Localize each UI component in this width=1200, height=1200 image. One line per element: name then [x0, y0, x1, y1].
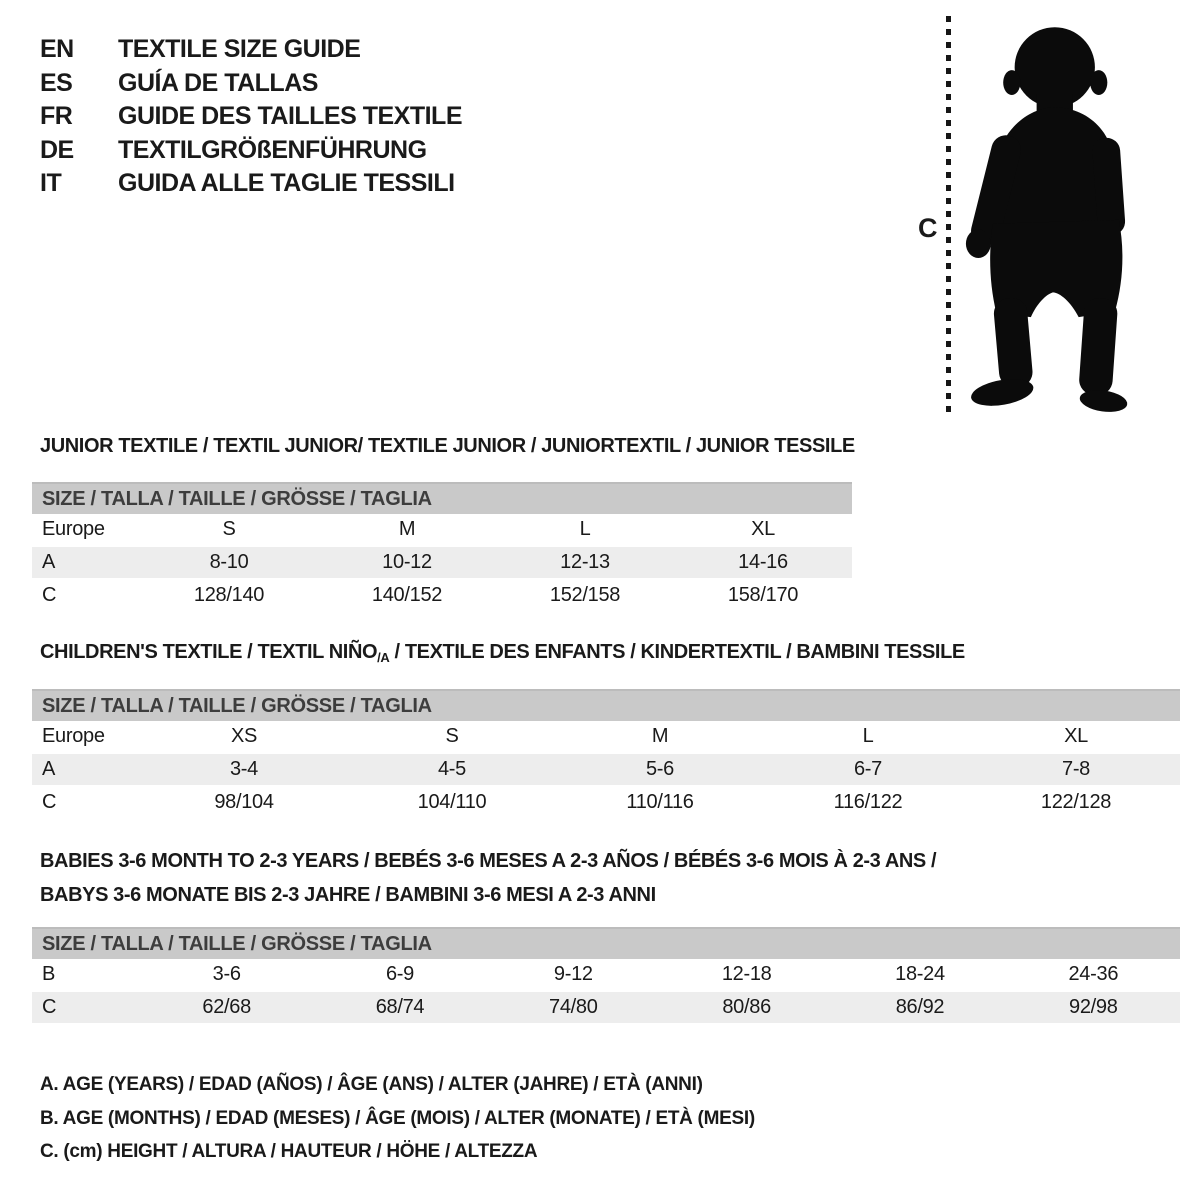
children-size-table [32, 689, 1180, 818]
size-cell: 86/92 [833, 991, 1006, 1024]
title-line-1: BABIES 3-6 MONTH TO 2-3 YEARS / BEBÉS 3-6 MESES A 2-3 AÑOS / BÉBÉS 3-6 MOIS À 2-3 ANS / [40, 850, 937, 872]
size-cell: 74/80 [487, 991, 660, 1024]
size-cell: L [579, 518, 591, 540]
row-label: C [42, 791, 57, 813]
row-label: C [32, 991, 140, 1024]
language-code: ES [40, 68, 73, 97]
size-cell: 7-8 [972, 753, 1180, 786]
row-label: Europe [42, 725, 105, 747]
table-row-age-years [32, 546, 852, 579]
table-row-age-years [32, 753, 1180, 786]
size-cell: 3-6 [212, 963, 241, 985]
section-title-children [40, 641, 965, 665]
size-cell: 14-16 [674, 546, 852, 579]
title-subscript: /A [377, 650, 390, 665]
title-text: / TEXTILE DES ENFANTS / KINDERTEXTIL / BAMBINI TESSILE [389, 641, 965, 663]
size-cell: 80/86 [660, 991, 833, 1024]
size-cell: 12-18 [721, 963, 772, 985]
row-label: C [42, 584, 57, 606]
size-cell: 62/68 [140, 991, 313, 1024]
size-cell: S [222, 518, 236, 540]
language-code: FR [40, 102, 73, 131]
language-code: IT [40, 169, 62, 198]
size-cell: M [398, 518, 416, 540]
size-cell: 5-6 [556, 753, 764, 786]
babies-size-table [32, 927, 1180, 1025]
size-cell: XS [230, 725, 258, 747]
size-cell: S [445, 725, 459, 747]
size-cell: 24-36 [1068, 963, 1119, 985]
guide-title-de: TEXTILGRÖßENFÜHRUNG [118, 135, 427, 164]
title-line-2: BABYS 3-6 MONATE BIS 2-3 JAHRE / BAMBINI 3-6 MESI A 2-3 ANNI [40, 883, 656, 906]
title-text: CHILDREN'S TEXTILE / TEXTIL NIÑO [40, 641, 378, 663]
size-cell: 9-12 [553, 963, 593, 985]
size-header-bar: SIZE / TALLA / TAILLE / GRÖSSE / TAGLIA [32, 483, 852, 514]
legend-age-months: B. AGE (MONTHS) / EDAD (MESES) / ÂGE (MOIS) / ALTER (MONATE) / ETÀ (MESI) [40, 1107, 755, 1129]
size-cell: 18-24 [895, 963, 945, 985]
size-header-bar: SIZE / TALLA / TAILLE / GRÖSSE / TAGLIA [32, 928, 1180, 959]
row-label: A [32, 753, 140, 786]
size-cell: 12-13 [496, 546, 674, 579]
size-cell: 122/128 [1040, 791, 1112, 813]
junior-size-table [32, 482, 852, 611]
height-measure-label: C [918, 213, 938, 243]
table-row-height [32, 786, 1180, 818]
size-header-row [32, 690, 1180, 721]
table-row-age-months [32, 959, 1180, 991]
guide-title-fr: GUIDE DES TAILLES TEXTILE [118, 102, 463, 131]
legend-height: C. (cm) HEIGHT / ALTURA / HAUTEUR / HÖHE / ALTEZZA [40, 1141, 538, 1162]
size-cell: 140/152 [371, 584, 443, 606]
size-cell: 4-5 [348, 753, 556, 786]
size-cell: 128/140 [193, 584, 265, 606]
guide-title-en: TEXTILE SIZE GUIDE [118, 35, 361, 64]
language-row-de [40, 134, 462, 168]
section-title-junior: JUNIOR TEXTILE / TEXTIL JUNIOR/ TEXTILE JUNIOR / JUNIORTEXTIL / JUNIOR TESSILE [40, 435, 855, 457]
size-cell: 3-4 [140, 753, 348, 786]
size-cell: 6-7 [764, 753, 972, 786]
language-row-it [40, 167, 462, 201]
size-header-row [32, 928, 1180, 959]
size-cell: L [862, 725, 874, 747]
size-cell: 68/74 [313, 991, 486, 1024]
legend-age-years: A. AGE (YEARS) / EDAD (AÑOS) / ÂGE (ANS) / ALTER (JAHRE) / ETÀ (ANNI) [40, 1074, 703, 1095]
toddler-silhouette [964, 12, 1136, 422]
size-cell: 8-10 [140, 546, 318, 579]
row-label: Europe [42, 518, 105, 540]
size-cell: 6-9 [385, 963, 414, 985]
guide-title-es: GUÍA DE TALLAS [118, 68, 318, 97]
section-title-babies [40, 845, 936, 912]
size-cell: XL [751, 518, 775, 540]
language-row-en [40, 33, 462, 67]
size-cell: 92/98 [1007, 991, 1180, 1024]
size-header-bar: SIZE / TALLA / TAILLE / GRÖSSE / TAGLIA [32, 690, 1180, 721]
language-code: EN [40, 35, 74, 64]
table-row-europe [32, 514, 852, 546]
table-row-height [32, 579, 852, 611]
language-code: DE [40, 135, 74, 164]
language-row-es [40, 67, 462, 101]
size-cell: 10-12 [318, 546, 496, 579]
size-cell: 110/116 [626, 791, 694, 813]
size-cell: 158/170 [727, 584, 799, 606]
size-cell: 116/122 [833, 791, 903, 813]
language-title-list [40, 33, 462, 201]
size-header-row [32, 483, 852, 514]
size-cell: XL [1064, 725, 1088, 747]
measurement-legend [40, 1068, 755, 1169]
table-row-height [32, 991, 1180, 1024]
size-cell: M [651, 725, 669, 747]
row-label: A [32, 546, 140, 579]
size-cell: 104/110 [417, 791, 487, 813]
language-row-fr [40, 100, 462, 134]
guide-title-it: GUIDA ALLE TAGLIE TESSILI [118, 169, 455, 198]
height-measure-dashed-line [946, 16, 951, 416]
row-label: B [42, 963, 56, 985]
size-cell: 98/104 [214, 791, 274, 813]
table-row-europe [32, 721, 1180, 753]
size-cell: 152/158 [549, 584, 621, 606]
